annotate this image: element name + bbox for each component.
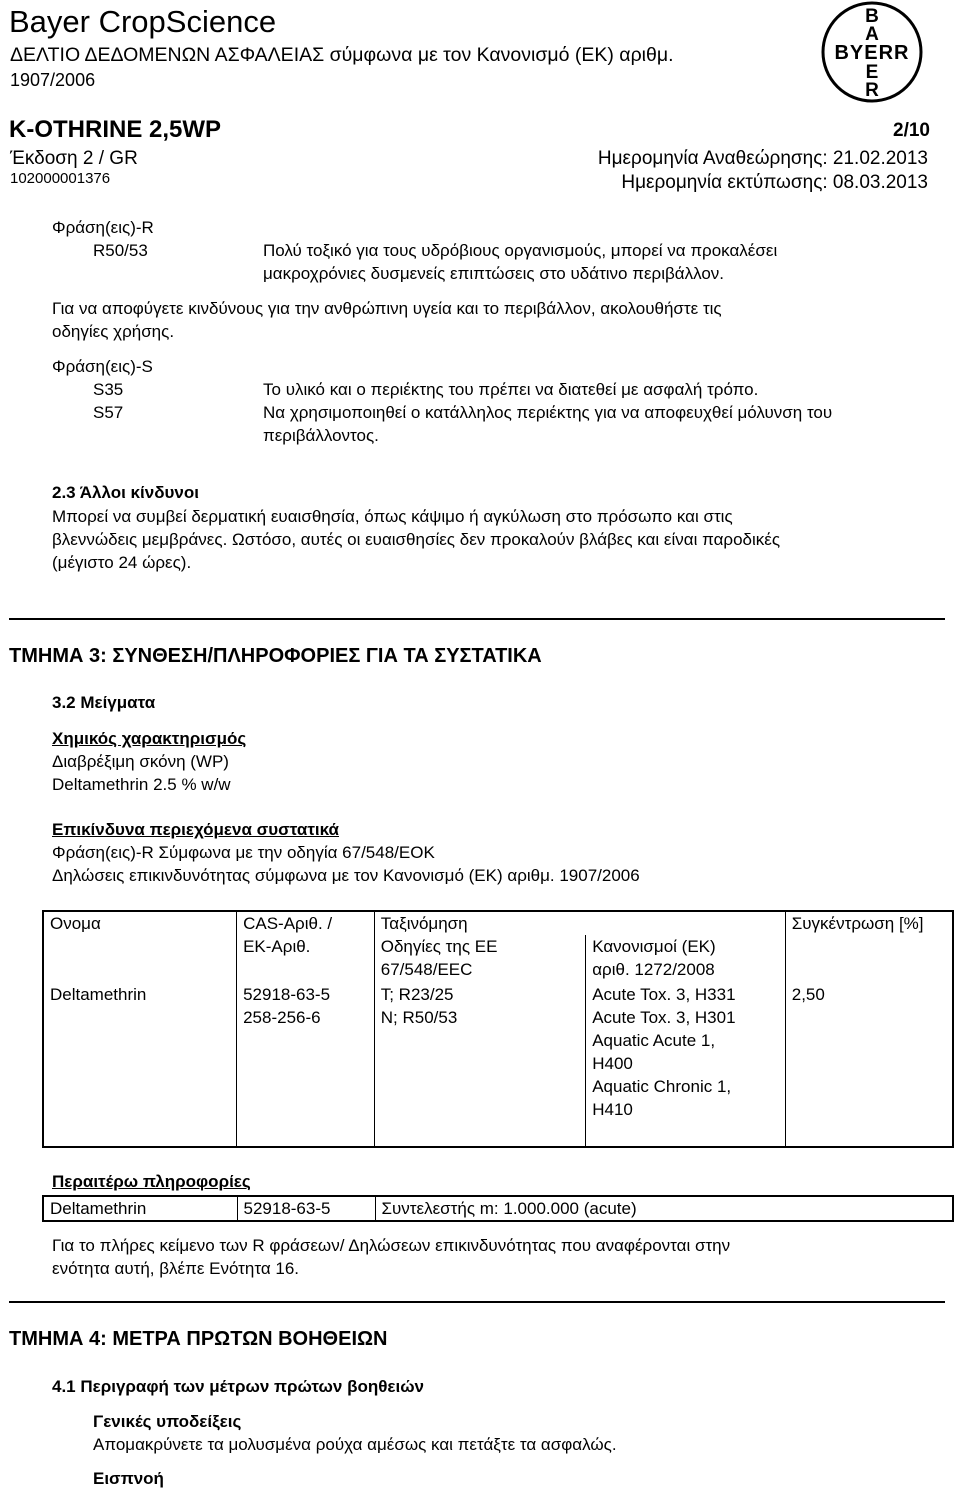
svg-text:B: B — [865, 6, 879, 27]
section-divider — [9, 618, 945, 620]
col-directive-header — [374, 935, 585, 983]
further-info-name: Deltamethrin — [43, 1196, 237, 1221]
cas-number: 52918-63-5 — [243, 985, 331, 1004]
col-cas-header — [237, 911, 375, 983]
directive-class: N; R50/53 — [380, 1008, 458, 1027]
svg-text:A: A — [865, 24, 879, 45]
col-classification-header: Ταξινόμηση — [374, 911, 785, 935]
further-info-table — [42, 1195, 954, 1222]
full-text-note: ενότητα αυτή, βλέπε Ενότητα 16. — [52, 1259, 299, 1278]
svg-text:BYERR: BYERR — [834, 42, 910, 64]
ec-number: 258-256-6 — [243, 1008, 321, 1027]
cell-cas — [237, 983, 375, 1147]
other-hazards-text: βλεννώδεις μεμβράνες. Ωστόσο, αυτές οι ευαισθησίες δεν προκαλούν βλάβες και είναι παροδικές — [52, 530, 781, 549]
col-cas-header-line: ΕΚ-Αριθ. — [243, 937, 311, 956]
regulation-class: H400 — [592, 1054, 633, 1073]
chemical-characterization-heading: Χημικός χαρακτηρισμός — [52, 729, 247, 748]
s-phrases-title: Φράση(εις)-S — [52, 357, 153, 376]
page-number: 2/10 — [893, 120, 930, 141]
r-phrase-text: μακροχρόνιες δυσμενείς επιπτώσεις στο υδάτινο περιβάλλον. — [263, 264, 725, 283]
s-phrase-text: περιβάλλοντος. — [263, 426, 379, 445]
product-name: K-OTHRINE 2,5WP — [9, 116, 222, 143]
directive-class: T; R23/25 — [380, 985, 454, 1004]
regulation-class: Acute Tox. 3, H301 — [592, 1008, 736, 1027]
general-advice-heading: Γενικές υποδείξεις — [93, 1412, 242, 1431]
hazardous-components-text: Δηλώσεις επικινδυνότητας σύμφωνα με τον Κανονισμό (ΕΚ) αριθμ. 1907/2006 — [52, 866, 640, 885]
further-info-cas: 52918-63-5 — [237, 1196, 375, 1221]
s-phrase-text: Να χρησιμοποιηθεί ο κατάλληλος περιέκτης για να αποφευχθεί μόλυνση του — [263, 403, 833, 422]
table-header-row — [43, 911, 953, 935]
section3-heading: ΤΜΗΜΑ 3: ΣΥΝΘΕΣΗ/ΠΛΗΡΟΦΟΡΙΕΣ ΓΙΑ ΤΑ ΣΥΣΤΑΤΙΚΑ — [9, 645, 542, 667]
col-regulation-header-line: αριθ. 1272/2008 — [592, 960, 715, 979]
revision-date: Ημερομηνία Αναθεώρησης: 21.02.2013 — [597, 148, 928, 169]
active-ingredient: Deltamethrin 2.5 % w/w — [52, 775, 231, 794]
full-text-note: Για το πλήρες κείμενο των R φράσεων/ Δηλώσεων επικινδυνότητας που αναφέρονται στην — [52, 1236, 731, 1255]
usage-advice: οδηγίες χρήσης. — [52, 322, 175, 341]
cell-directive — [374, 983, 585, 1147]
regulation-number: 1907/2006 — [10, 70, 96, 90]
formulation-type: Διαβρέξιμη σκόνη (WP) — [52, 752, 229, 771]
col-directive-header-line: 67/548/EEC — [380, 960, 473, 979]
r-phrases-title: Φράση(εις)-R — [52, 218, 154, 237]
section4-heading: ΤΜΗΜΑ 4: ΜΕΤΡΑ ΠΡΩΤΩΝ ΒΟΗΘΕΙΩΝ — [9, 1328, 388, 1350]
inhalation-heading: Εισπνοή — [93, 1469, 164, 1488]
document-code: 102000001376 — [10, 170, 111, 187]
other-hazards-text: Μπορεί να συμβεί δερματική ευαισθησία, όπως κάψιμο ή αγκύλωση στο πρόσωπο και στις — [52, 507, 733, 526]
regulation-class: Aquatic Chronic 1, — [592, 1077, 732, 1096]
document-title: ΔΕΛΤΙΟ ΔΕΔΟΜΕΝΩΝ ΑΣΦΑΛΕΙΑΣ σύμφωνα με τον Κανονισμό (ΕΚ) αριθμ. — [10, 44, 674, 66]
hazardous-components-text: Φράση(εις)-R Σύμφωνα με την οδηγία 67/548/ΕΟΚ — [52, 843, 435, 862]
further-info-heading: Περαιτέρω πληροφορίες — [52, 1172, 251, 1191]
regulation-class: Acute Tox. 3, H331 — [592, 985, 736, 1004]
section-divider — [9, 1301, 945, 1303]
col-regulation-header — [586, 935, 786, 983]
bayer-cross-logo — [820, 0, 924, 104]
general-advice-text: Απομακρύνετε τα μολυσμένα ρούχα αμέσως και πετάξτε τα ασφαλώς. — [93, 1435, 617, 1454]
company-name: Bayer CropScience — [9, 4, 277, 39]
r-phrase-text: Πολύ τοξικό για τους υδρόβιους οργανισμούς, μπορεί να προκαλέσει — [263, 241, 778, 260]
col-directive-header-line: Οδηγίες της ΕΕ — [380, 937, 498, 956]
s-phrase-text: Το υλικό και ο περιέκτης του πρέπει να διατεθεί με ασφαλή τρόπο. — [263, 380, 759, 399]
col-cas-header-line: CAS-Αριθ. / — [243, 914, 333, 933]
regulation-class: Aquatic Acute 1, — [592, 1031, 716, 1050]
table-row — [43, 1196, 953, 1221]
further-info-factor: Συντελεστής m: 1.000.000 (acute) — [381, 1199, 637, 1218]
composition-table — [42, 910, 954, 1148]
first-aid-description-heading: 4.1 Περιγραφή των μέτρων πρώτων βοηθειών — [52, 1377, 425, 1396]
hazardous-components-heading: Επικίνδυνα περιεχόμενα συστατικά — [52, 820, 340, 839]
usage-advice: Για να αποφύγετε κινδύνους για την ανθρώπινη υγεία και το περιβάλλον, ακολουθήστε τις — [52, 299, 722, 318]
r-phrase-code: R50/53 — [93, 241, 148, 260]
cell-concentration: 2,50 — [791, 985, 825, 1004]
svg-text:E: E — [865, 62, 879, 83]
col-concentration-header: Συγκέντρωση [%] — [791, 914, 924, 933]
s-phrase-code: S35 — [93, 380, 124, 399]
cell-name: Deltamethrin — [43, 983, 237, 1147]
other-hazards-heading: 2.3 Άλλοι κίνδυνοι — [52, 483, 199, 502]
svg-text:R: R — [865, 80, 879, 101]
regulation-class: H410 — [592, 1100, 633, 1119]
s-phrase-code: S57 — [93, 403, 124, 422]
print-date: Ημερομηνία εκτύπωσης: 08.03.2013 — [621, 172, 928, 193]
edition: Έκδοση 2 / GR — [10, 148, 138, 169]
other-hazards-text: (μέγιστο 24 ώρες). — [52, 553, 192, 572]
mixtures-heading: 3.2 Μείγματα — [52, 693, 156, 712]
table-row — [43, 983, 953, 1147]
col-name-header: Ονομα — [43, 911, 237, 983]
cell-regulation — [586, 983, 786, 1147]
col-regulation-header-line: Κανονισμοί (ΕΚ) — [592, 937, 716, 956]
